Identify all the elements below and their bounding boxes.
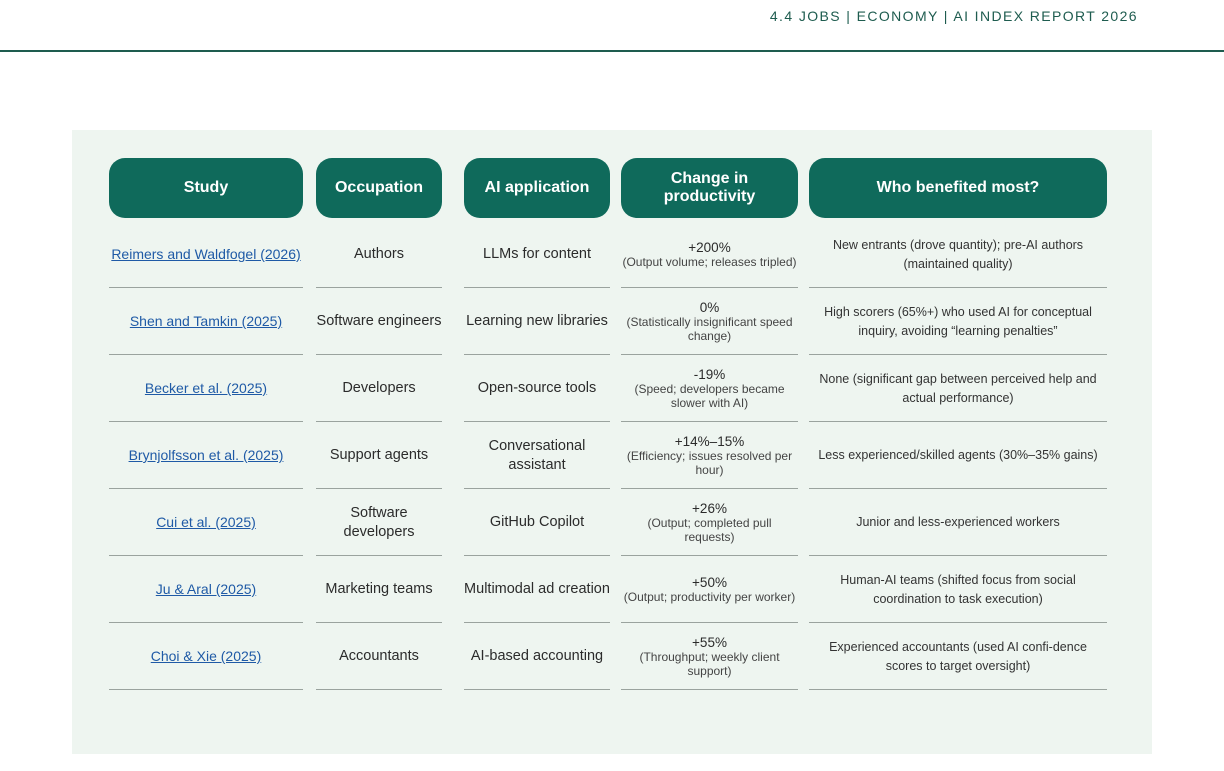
who-benefited-cell: Experienced accountants (used AI confi-dence scores to target oversight): [809, 624, 1107, 690]
productivity-change-cell: [621, 222, 798, 288]
occupation-cell: Software developers: [316, 490, 442, 556]
study-link[interactable]: Shen and Tamkin (2025): [129, 313, 283, 329]
table-row-study-cell: [109, 490, 303, 556]
table-row-study-cell: [109, 624, 303, 690]
ai-application-cell: Conversational assistant: [464, 423, 610, 489]
study-link[interactable]: Brynjolfsson et al. (2025): [128, 447, 284, 463]
ai-application-cell: AI-based accounting: [464, 624, 610, 690]
who-benefited-cell: None (significant gap between perceived help and actual performance): [809, 356, 1107, 422]
study-link[interactable]: Choi & Xie (2025): [150, 648, 262, 664]
study-link[interactable]: Becker et al. (2025): [144, 380, 268, 396]
table-row-study-cell: [109, 356, 303, 422]
who-benefited-cell: High scorers (65%+) who used AI for conceptual inquiry, avoiding “learning penalties”: [809, 289, 1107, 355]
productivity-change-cell: [621, 356, 798, 422]
productivity-change-note: (Output volume; releases tripled): [622, 254, 797, 269]
table-row-study-cell: [109, 289, 303, 355]
who-benefited-cell: Junior and less-experienced workers: [809, 490, 1107, 556]
occupation-cell: Marketing teams: [316, 557, 442, 623]
column-header-occupation: Occupation: [316, 158, 442, 218]
productivity-change-value: +200%: [688, 239, 731, 255]
productivity-change-value: +50%: [692, 574, 727, 590]
ai-application-cell: GitHub Copilot: [464, 490, 610, 556]
productivity-change-value: +55%: [692, 634, 727, 650]
study-link[interactable]: Ju & Aral (2025): [155, 581, 257, 597]
productivity-change-cell: [621, 289, 798, 355]
who-benefited-cell: Less experienced/skilled agents (30%–35% gains): [809, 423, 1107, 489]
occupation-cell: Accountants: [316, 624, 442, 690]
study-link[interactable]: Cui et al. (2025): [156, 514, 256, 530]
productivity-change-note: (Output; completed pull requests): [647, 515, 772, 544]
section-title: 4.4 JOBS | ECONOMY | AI INDEX REPORT 2026: [769, 8, 1138, 24]
column-header-study: Study: [109, 158, 303, 218]
productivity-change-value: 0%: [699, 299, 720, 315]
productivity-change-cell: [621, 490, 798, 556]
ai-application-cell: Open-source tools: [464, 356, 610, 422]
occupation-cell: Developers: [316, 356, 442, 422]
productivity-change-note: (Output; productivity per worker): [623, 589, 796, 604]
productivity-change-cell: [621, 557, 798, 623]
occupation-cell: Authors: [316, 222, 442, 288]
table-row-study-cell: [109, 222, 303, 288]
productivity-change-note: (Efficiency; issues resolved per hour): [626, 448, 793, 477]
page-header: [0, 0, 1224, 52]
ai-application-cell: Multimodal ad creation: [464, 557, 610, 623]
column-header-who-benefited: Who benefited most?: [809, 158, 1107, 218]
productivity-change-cell: [621, 624, 798, 690]
who-benefited-cell: New entrants (drove quantity); pre-AI authors (maintained quality): [809, 222, 1107, 288]
who-benefited-cell: Human-AI teams (shifted focus from social coordination to task execution): [809, 557, 1107, 623]
productivity-change-value: +26%: [692, 500, 727, 516]
productivity-change-note: (Speed; developers became slower with AI): [634, 381, 785, 410]
table-row-study-cell: [109, 423, 303, 489]
study-link[interactable]: Reimers and Waldfogel (2026): [111, 246, 301, 262]
productivity-change-note: (Throughput; weekly client support): [639, 649, 780, 678]
productivity-change-value: +14%–15%: [674, 433, 745, 449]
productivity-change-note: (Statistically insignificant speed change): [626, 314, 793, 343]
column-header-change-in-productivity: Change in productivity: [621, 158, 798, 218]
occupation-cell: Software engineers: [316, 289, 442, 355]
table-row-study-cell: [109, 557, 303, 623]
occupation-cell: Support agents: [316, 423, 442, 489]
column-header-ai-application: AI application: [464, 158, 610, 218]
ai-application-cell: Learning new libraries: [464, 289, 610, 355]
productivity-change-cell: [621, 423, 798, 489]
productivity-change-value: -19%: [693, 366, 726, 382]
ai-application-cell: LLMs for content: [464, 222, 610, 288]
studies-table: [72, 130, 1152, 754]
